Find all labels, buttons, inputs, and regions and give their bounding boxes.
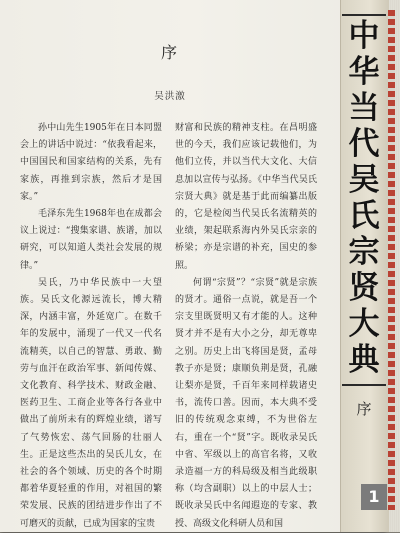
sidebar-rule-top [342, 14, 386, 16]
author-name: 吴洪激 [154, 91, 186, 102]
book-title-char: 华 [348, 54, 380, 90]
paragraph: 吴氏，乃中华民族中一大望族。吴氏文化源远流长，博大精深，内涵丰富，外延宽广。在数千年的发展中，涌现了一代又一代名流精英，以自己的智慧、勇敢、勤劳与血汗在政治军事、新闻传媒、文化教育、科学技术、财政金融、医药卫生、工商企业等各行各业中做出了前所未有的辉煌业绩，谱写了气势恢宏、荡气回肠的壮丽人生。正是这些杰出的吴氏儿女，在社会的各个领域、历史的各个时期都着华夏轻重的作用，对祖国的繁荣发展、民族的团结进步作出了不可磨灭的贡献，已成为国家的宝贵 [20, 277, 162, 529]
text-column-left [20, 120, 162, 533]
book-title-char: 大 [348, 306, 380, 342]
book-title-char: 中 [348, 18, 380, 54]
page-number: 1 [361, 484, 387, 510]
text-column-right [175, 120, 317, 533]
book-title-vertical [346, 18, 382, 378]
book-title-char: 代 [348, 126, 380, 162]
section-label: 序 [356, 400, 372, 418]
sidebar-rule-bottom [342, 384, 386, 386]
thumb-index-tabs [388, 10, 395, 510]
paragraph: 财富和民族的精神支柱。在昌明盛世的今天，我们应该记载他们，为他们立传，并以当代大文化、大信息加以宣传与弘扬。《中华当代吴氏宗贤大典》就是基于此而编纂出版的，它是检阅当代吴氏名流精英的业绩，架起联系海内外吴氏宗亲的桥梁；亦是宗谱的补充，国史的参照。 [175, 123, 317, 271]
book-title-char: 典 [348, 342, 380, 378]
book-title-char: 氏 [348, 198, 380, 234]
book-title-char: 贤 [348, 270, 380, 306]
page-heading: 序 [160, 43, 179, 62]
book-title-char: 当 [348, 90, 380, 126]
paragraph: 孙中山先生1905年在日本同盟会上的讲话中说过：“依我看起来，中国国民和国家结构的关系，先有家族，再推到宗族，然后才是国家。” [20, 123, 162, 202]
book-title-char: 吴 [348, 162, 380, 198]
paragraph: 毛泽东先生1968年也在成都会议上说过：“搜集家谱、族谱，加以研究，可以知道人类社会发展的规律。” [20, 209, 162, 271]
paragraph: 何谓“宗贤”？“宗贤”就是宗族的贤才。通俗一点说，就是吾一个宗支里既贤明又有才能的人。这种贤才并不是有大小之分，却无尊卑之别。历史上出飞将国是贤，孟母教子亦是贤；康顺负荆是贤，孔融让梨亦是贤，千百年来同样载诸史书，流传口善。因而，本大典不受旧的传统观念束缚，不为世俗左右，重在一个“贤”字。既收录吴氏中省、军级以上的高官名将，又收录造福一方的科局级及相当此级职称（均含副职）以上的中层人士；既收录吴氏中名闻遐迩的专家、教授、高级文化科研人员和国 [175, 277, 317, 529]
book-title-char: 宗 [348, 234, 380, 270]
